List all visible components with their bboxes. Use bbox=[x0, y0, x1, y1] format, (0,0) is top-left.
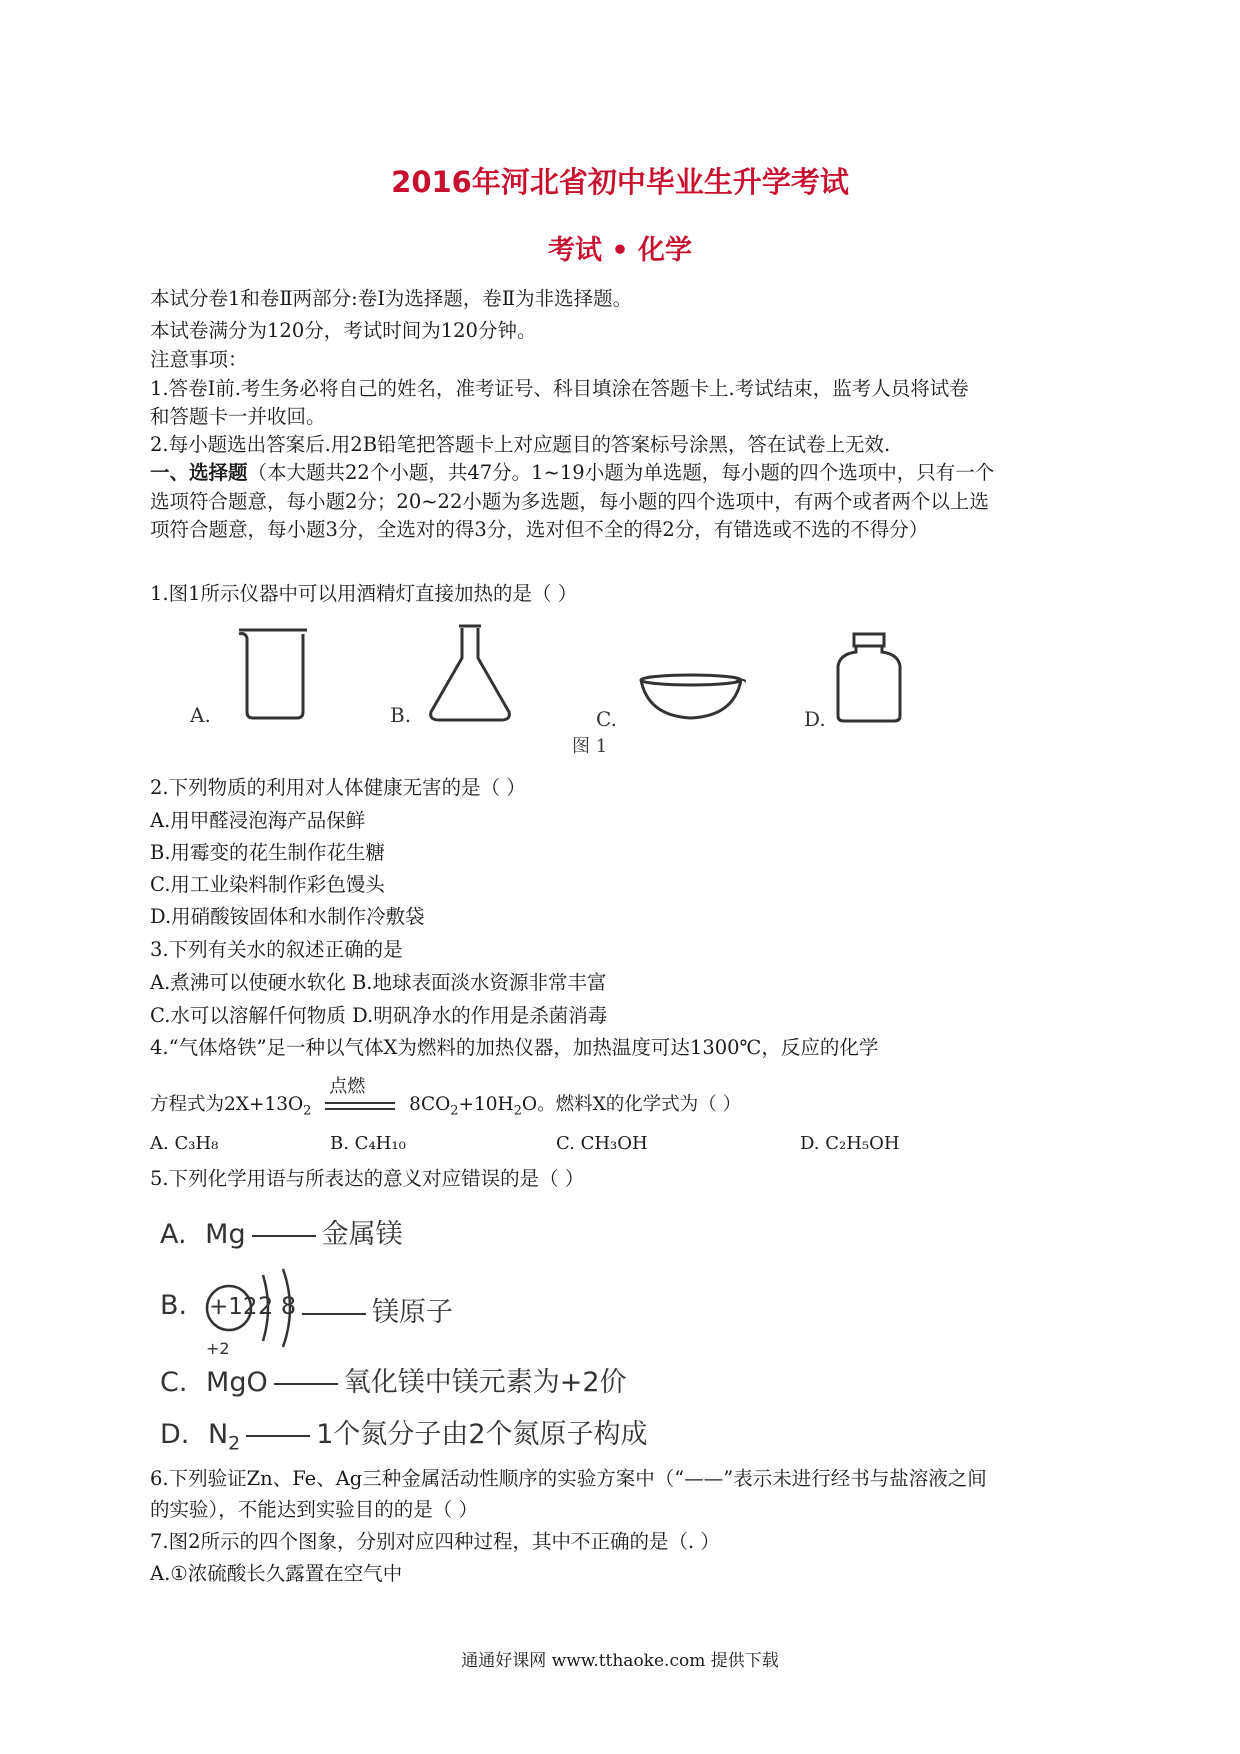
nucleus-charge: +12 bbox=[209, 1294, 258, 1320]
page-subtitle: 考试 • 化学 bbox=[547, 235, 693, 266]
q4-option-d: D. C₂H₅OH bbox=[800, 1133, 900, 1154]
electron-shells: 2 8 bbox=[258, 1292, 297, 1320]
question-7-stem: 7.图2所示的四个图象，分别对应四种过程，其中不正确的是（. ） bbox=[150, 1530, 720, 1553]
q5-c-label: C. bbox=[160, 1367, 188, 1398]
q4-option-a: A. C₃H₈ bbox=[150, 1133, 219, 1154]
dash-line bbox=[246, 1435, 310, 1437]
section-line: （本大题共22个小题，共47分。1~19小题为单选题，每小题的四个选项中，只有一个 bbox=[247, 461, 995, 484]
intro-line: 和答题卡一并收回。 bbox=[150, 405, 326, 428]
reaction-condition: 点燃 bbox=[329, 1076, 366, 1097]
dash-line bbox=[302, 1313, 366, 1315]
q5-a-text: 金属镁 bbox=[321, 1219, 403, 1250]
q1-option-b-label: B. bbox=[390, 703, 412, 727]
q4-product-2-subscript: 2 bbox=[513, 1103, 522, 1119]
conical-flask-icon bbox=[425, 622, 515, 724]
q5-a-label: A. bbox=[160, 1219, 187, 1250]
question-3-stem: 3.下列有关水的叙述正确的是 bbox=[150, 938, 403, 961]
page-title: 2016年河北省初中毕业生升学考试 bbox=[391, 165, 849, 199]
question-6-stem: 6.下列验证Zn、Fe、Ag三种金属活动性顺序的实验方案中（“——”表示未进行经书与盐溶液之间 bbox=[150, 1467, 987, 1490]
intro-line: 1.答卷Ⅰ前.考生务必将自己的姓名，准考证号、科目填涂在答题卡上.考试结束，监考人员将试卷 bbox=[150, 377, 969, 400]
reaction-equal-sign bbox=[325, 1102, 395, 1110]
q5-option-d bbox=[160, 1412, 648, 1454]
figure-1-caption: 图 1 bbox=[572, 736, 608, 757]
q5-d-symbol: N bbox=[207, 1419, 229, 1450]
section-line: 选项符合题意，每小题2分；20~22小题为多选题，每小题的四个选项中，有两个或者两个以上选 bbox=[150, 490, 989, 513]
q5-d-subscript: 2 bbox=[228, 1432, 241, 1455]
q4-product-1: 8CO bbox=[409, 1094, 451, 1115]
q2-option: C.用工业染料制作彩色馒头 bbox=[150, 873, 385, 896]
q2-option: B.用霉变的花生制作花生糖 bbox=[150, 841, 386, 864]
section-instructions bbox=[150, 460, 994, 486]
dash-line bbox=[274, 1383, 338, 1385]
q1-option-d-label: D. bbox=[804, 707, 826, 731]
q4-equation-suffix: O。燃料X的化学式为（ ） bbox=[521, 1094, 742, 1115]
q5-b-desc bbox=[296, 1290, 453, 1329]
q4-equation-subscript: 2 bbox=[303, 1103, 312, 1119]
intro-line: 2.每小题选出答案后.用2B铅笔把答题卡上对应题目的答案标号涂黑，答在试卷上无效. bbox=[150, 433, 891, 456]
evaporating-dish-icon bbox=[636, 672, 746, 724]
valence-charge: +2 bbox=[206, 1339, 230, 1358]
q5-option-c bbox=[160, 1360, 627, 1399]
q4-product-1-subscript: 2 bbox=[450, 1103, 459, 1119]
q1-option-c-label: C. bbox=[596, 707, 617, 731]
q5-option-b-label: B. bbox=[160, 1290, 188, 1321]
intro-line: 本试分卷1和卷Ⅱ两部分:卷Ⅰ为选择题，卷Ⅱ为非选择题。 bbox=[150, 287, 633, 310]
q4-equation-prefix: 方程式为2X+13O bbox=[150, 1094, 304, 1115]
question-1-stem: 1.图1所示仪器中可以用酒精灯直接加热的是（ ） bbox=[150, 582, 578, 605]
q2-option: A.用甲醛浸泡海产品保鲜 bbox=[150, 809, 366, 832]
reaction-arrow bbox=[325, 1076, 395, 1114]
q5-b-text: 镁原子 bbox=[372, 1297, 453, 1328]
dash-line bbox=[252, 1235, 316, 1237]
q1-option-a-label: A. bbox=[190, 703, 211, 727]
q7-option-a: A.①浓硫酸长久露置在空气中 bbox=[150, 1562, 403, 1585]
question-6-stem-cont: 的实验），不能达到实验目的的是（ ） bbox=[150, 1498, 478, 1521]
intro-line: 注意事项： bbox=[150, 348, 248, 371]
beaker-icon bbox=[235, 626, 313, 721]
q4-option-b: B. C₄H₁₀ bbox=[330, 1133, 406, 1154]
q5-c-symbol: MgO bbox=[206, 1367, 268, 1398]
q3-option: A.煮沸可以使硬水软化 B.地球表面淡水资源非常丰富 bbox=[150, 971, 607, 994]
question-2-stem: 2.下列物质的利用对人体健康无害的是（ ） bbox=[150, 776, 526, 799]
reagent-bottle-icon bbox=[834, 632, 904, 724]
q2-option: D.用硝酸铵固体和水制作冷敷袋 bbox=[150, 905, 425, 928]
question-4-stem: 4.“气体烙铁”足一种以气体X为燃料的加热仪器，加热温度可达1300℃，反应的化学 bbox=[150, 1036, 879, 1059]
q3-option: C.水可以溶解仟何物质 D.明矾净水的作用是杀菌消毒 bbox=[150, 1004, 608, 1027]
section-line: 项符合题意，每小题3分，全选对的得3分，选对但不全的得2分，有错选或不选的不得分） bbox=[150, 518, 929, 541]
q5-d-text: 1个氮分子由2个氮原子构成 bbox=[316, 1419, 648, 1450]
question-5-stem: 5.下列化学用语与所表达的意义对应错误的是（ ） bbox=[150, 1167, 585, 1190]
q5-c-text: 氧化镁中镁元素为+2价 bbox=[343, 1367, 627, 1398]
q4-product-2: +10H bbox=[458, 1094, 514, 1115]
q5-d-label: D. bbox=[160, 1419, 190, 1450]
q4-equation bbox=[150, 1076, 742, 1125]
q4-option-c: C. CH₃OH bbox=[556, 1133, 648, 1154]
page-footer: 通通好课网 www.tthaoke.com 提供下载 bbox=[461, 1651, 779, 1671]
section-heading: 一、选择题 bbox=[150, 461, 248, 484]
intro-line: 本试卷满分为120分，考试时间为120分钟。 bbox=[150, 319, 537, 342]
q5-a-symbol: Mg bbox=[205, 1219, 246, 1250]
q5-option-a bbox=[160, 1212, 403, 1251]
